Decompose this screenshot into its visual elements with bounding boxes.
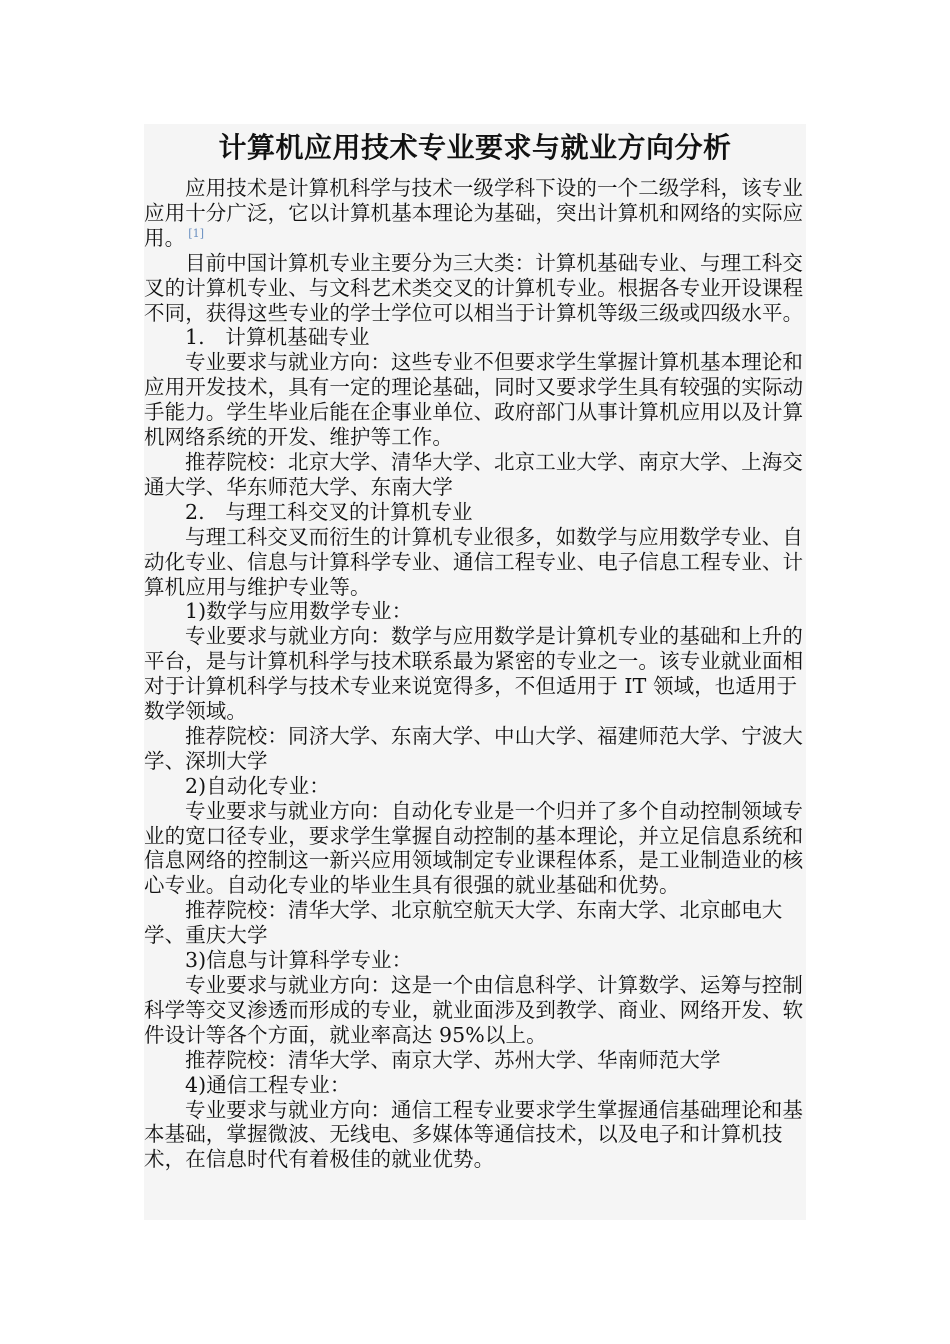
subheading-automation: 2)自动化专业： <box>185 773 330 798</box>
intro-paragraph <box>144 176 806 251</box>
paragraph-basic-direction: 专业要求与就业方向：这些专业不但要求学生掌握计算机基本理论和应用开发技术，具有一定的理论基础，同时又要求学生具有较强的实际动手能力。学生毕业后能在企事业单位、政府部门从事计算机应用以及计算机网络系统的开发、维护等工作。 <box>144 350 804 450</box>
subheading-info-computing: 3)信息与计算科学专业： <box>185 948 413 973</box>
section-heading-science: 2. 与理工科交叉的计算机专业 <box>185 499 473 524</box>
subheading-math: 1)数学与应用数学专业： <box>185 599 413 624</box>
paragraph-automation-direction: 专业要求与就业方向：自动化专业是一个归并了多个自动控制领域专业的宽口径专业，要求学生掌握自动控制的基本理论，并立足信息系统和信息网络的控制这一新兴应用领域制定专业课程体系，是工业制造业的核心专业。自动化专业的毕业生具有很强的就业基础和优势。 <box>144 798 804 898</box>
paragraph-math-schools: 推荐院校：同济大学、东南大学、中山大学、福建师范大学、宁波大学、深圳大学 <box>144 723 803 773</box>
document-title: 计算机应用技术专业要求与就业方向分析 <box>218 131 732 164</box>
subheading-communication: 4)通信工程专业： <box>185 1072 351 1097</box>
paragraph-automation-schools: 推荐院校：清华大学、北京航空航天大学、东南大学、北京邮电大学、重庆大学 <box>144 898 783 948</box>
paragraph-info-computing-schools: 推荐院校：清华大学、南京大学、苏州大学、华南师范大学 <box>185 1047 721 1072</box>
paragraph-info-computing-direction: 专业要求与就业方向：这是一个由信息科学、计算数学、运筹与控制科学等交叉渗透而形成的专业，就业面涉及到教学、商业、网络开发、软件设计等各个方面，就业率高达 95%以上。 <box>144 973 804 1047</box>
paragraph-science-intro: 与理工科交叉而衍生的计算机专业很多，如数学与应用数学专业、自动化专业、信息与计算科学专业、通信工程专业、电子信息工程专业、计算机应用与维护专业等。 <box>144 524 804 599</box>
paragraph-communication-direction: 专业要求与就业方向：通信工程专业要求学生掌握通信基础理论和基本基础，掌握微波、无线电、多媒体等通信技术，以及电子和计算机技术，在信息时代有着极佳的就业优势。 <box>144 1097 803 1172</box>
section-heading-basic: 1. 计算机基础专业 <box>185 325 370 350</box>
document-body <box>144 124 806 1220</box>
citation-link[interactable]: [1] <box>188 226 205 240</box>
paragraph-basic-schools: 推荐院校：北京大学、清华大学、北京工业大学、南京大学、上海交通大学、华东师范大学、东南大学 <box>144 449 803 499</box>
intro-text: 应用技术是计算机科学与技术一级学科下设的一个二级学科，该专业应用十分广泛，它以计算机基本理论为基础，突出计算机和网络的实际应用。 <box>144 176 804 250</box>
paragraph-math-direction: 专业要求与就业方向：数学与应用数学是计算机专业的基础和上升的平台，是与计算机科学与技术联系最为紧密的专业之一。该专业就业面相对于计算机科学与技术专业来说宽得多，不但适用于 IT 领域，也适用于数学领域。 <box>144 624 804 724</box>
paragraph-categories: 目前中国计算机专业主要分为三大类：计算机基础专业、与理工科交叉的计算机专业、与文科艺术类交叉的计算机专业。根据各专业开设课程不同，获得这些专业的学士学位可以相当于计算机等级三级或四级水平。 <box>144 250 804 325</box>
